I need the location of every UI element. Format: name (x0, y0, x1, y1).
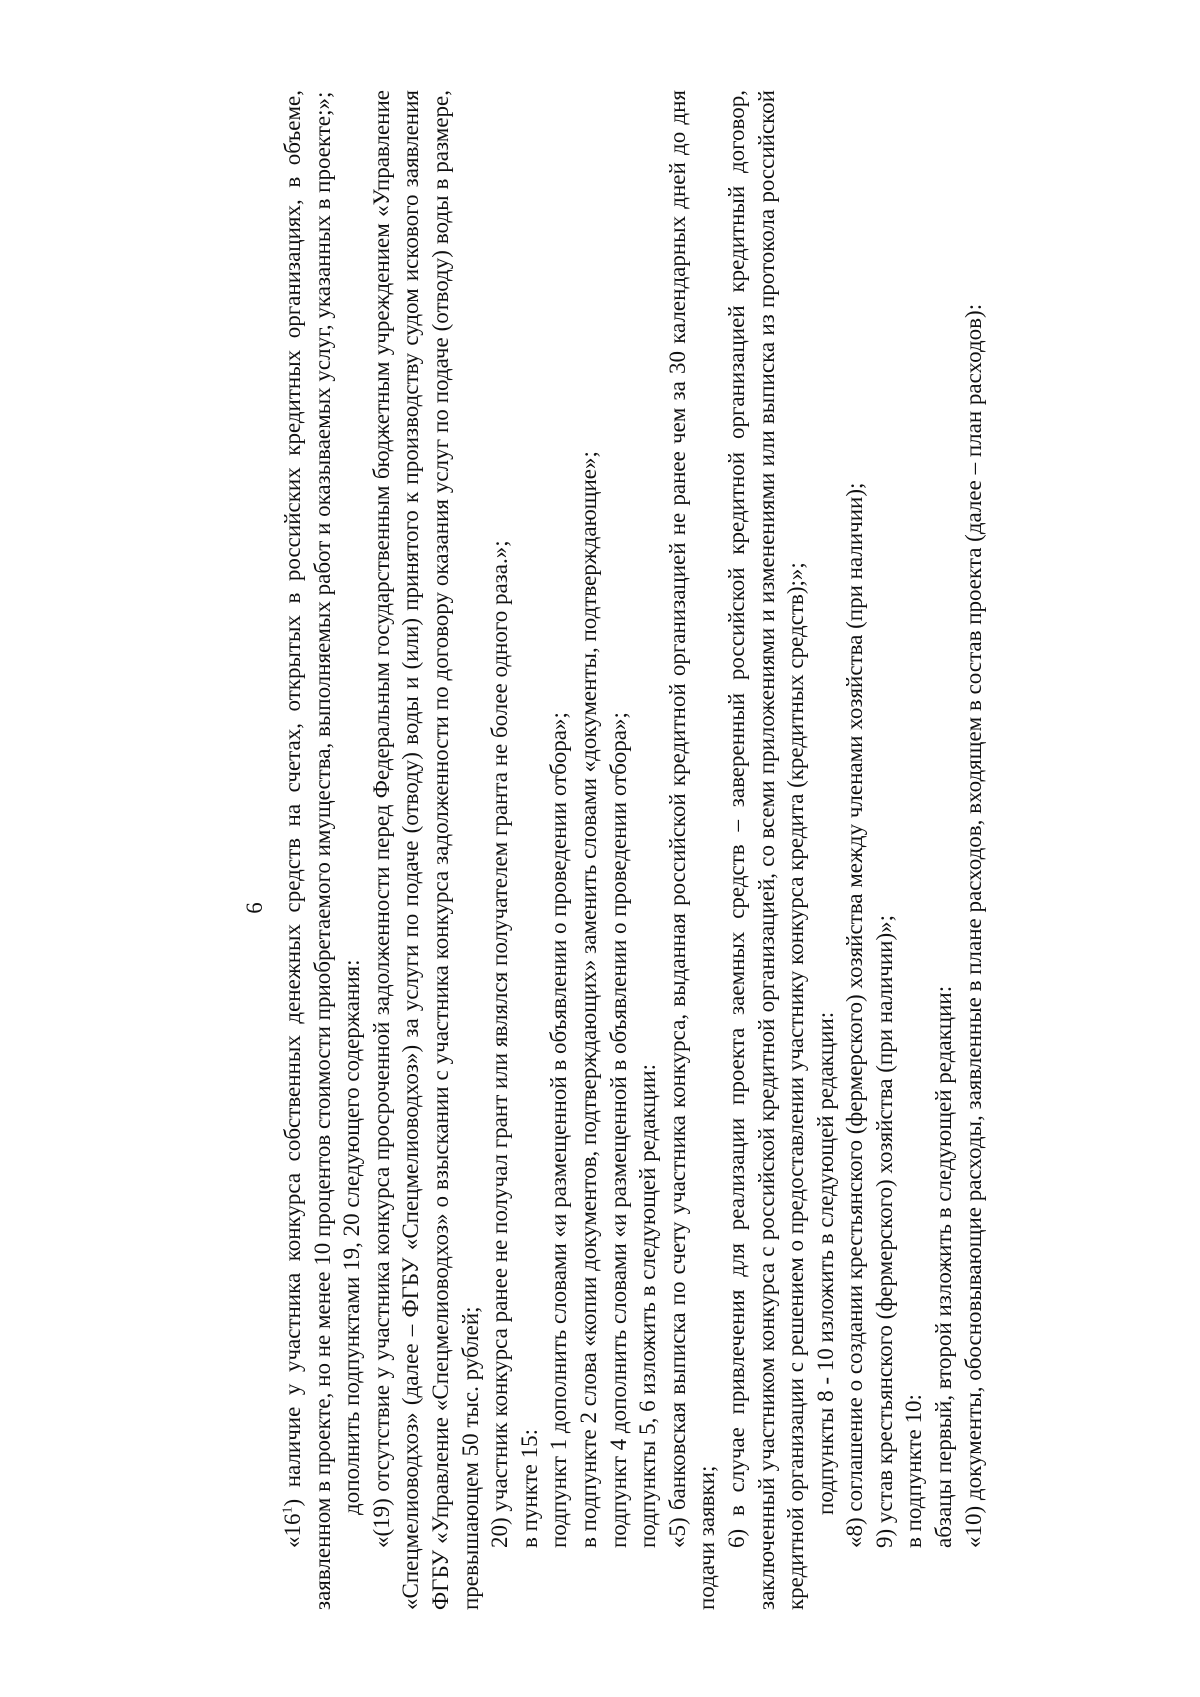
paragraph-5: «5) банковская выписка по счету участника конкурса, выданная российской кредитной организацией не ранее чем за 30 календарных дней до дня подачи заявки; (664, 90, 720, 1610)
paragraph-8: «8) соглашение о создании крестьянского (фермерского) хозяйства между членами хозяйства (при наличии); (842, 482, 868, 1548)
paragraph-subpoints-8-10: подпункты 8 - 10 изложить в следующей редакции: (812, 1011, 838, 1515)
paragraph-16-1-prefix: «16 (280, 1513, 305, 1548)
document-body (278, 90, 988, 1610)
paragraph-subpoints-5-6: подпункты 5, 6 изложить в следующей редакции: (635, 1064, 661, 1548)
paragraph-point-15: в пункте 15: (516, 1429, 542, 1548)
paragraph-6: 6) в случае привлечения для реализации проекта заемных средств – заверенный российской кредитной организацией кредитный договор, заключенный участником конкурса с российской кредитной организацией, со всеми приложениями и изменениями или выписка из протокола российской кредитной организации с решением о предоставлении участнику конкурса кредита (кредитных средств);»; (723, 90, 809, 1610)
paragraph-16-1-text: ) наличие у участника конкурса собственных денежных средств на счетах, открытых в российских кредитных организациях, в объеме, заявленном в проекте, но не менее 10 процентов стоимости приобретаемого имущества, выполняемых работ и оказываемых услуг, указанных в проекте;»; (280, 90, 335, 1610)
paragraph-subpoint-4: подпункт 4 дополнить словами «и размещенной в объявлении о проведении отбора»; (605, 712, 631, 1548)
paragraph-10: «10) документы, обосновывающие расходы, заявленные в плане расходов, входящем в состав проекта (далее – план расходов): (960, 303, 986, 1548)
paragraph-19: «(19) отсутствие у участника конкурса просроченной задолженности перед Федеральным государственным бюджетным учреждением «Управление «Спецмелиоводхоз» (далее – ФГБУ «Спецмелиоводхоз») за услуги по подаче (отводу) воды и (или) принятого к производству судом искового заявления ФГБУ «Управление «Спецмелиоводхоз» о взыскании с участника конкурса задолженности по договору оказания услуг по подаче (отводу) воды в размере, превышающем 50 тыс. рублей; (368, 90, 483, 1610)
paragraph-add-19-20: дополнить подпунктами 19, 20 следующего содержания: (339, 959, 365, 1515)
paragraph-subpoint-10: в подпункте 10: (901, 1394, 927, 1548)
paragraph-20: 20) участник конкурса ранее не получал грант или являлся получателем гранта не более одного раза.»; (487, 540, 513, 1548)
paragraph-9: 9) устав крестьянского (фермерского) хозяйства (при наличии)»; (871, 915, 897, 1548)
paragraph-subpoint-2: в подпункте 2 слова «копии документов, подтверждающих» заменить словами «документы, подтверждающие»; (575, 451, 601, 1548)
superscript-1: 1 (280, 1506, 296, 1514)
page-number: 6 (242, 902, 267, 914)
rotated-text-block (240, 90, 1140, 1650)
paragraph-abzacy: абзацы первый, второй изложить в следующей редакции: (931, 985, 957, 1548)
paragraph-subpoint-1: подпункт 1 дополнить словами «и размещенной в объявлении о проведении отбора»; (546, 712, 572, 1548)
paragraph-16-1 (278, 90, 337, 1610)
